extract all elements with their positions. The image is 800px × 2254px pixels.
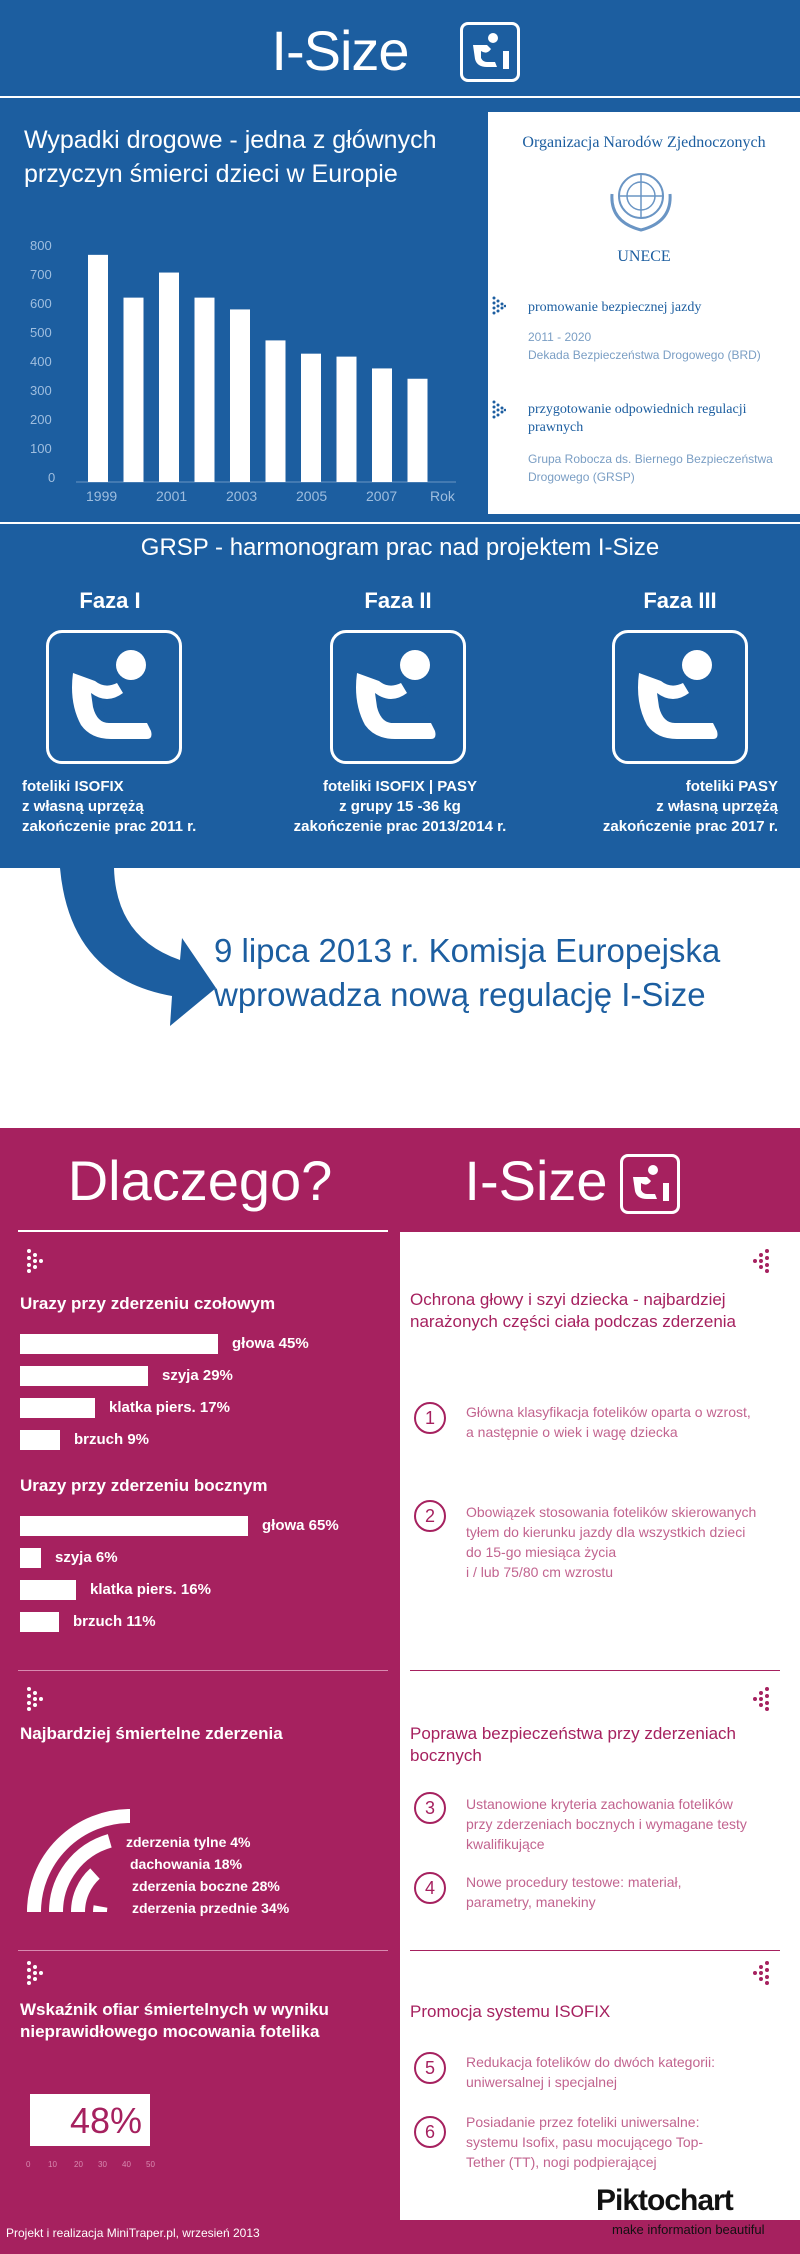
bar-2007 [372, 368, 392, 482]
injury-bar [20, 1334, 218, 1354]
isize-heading: I-Size [464, 1149, 608, 1212]
isize-logo-icon [460, 22, 520, 82]
dots-arrow-icon [26, 1248, 44, 1274]
injury-bar [20, 1548, 41, 1568]
phase-1-line1: foteliki ISOFIX [22, 778, 124, 795]
bar-2003 [230, 309, 250, 482]
injury-bar [20, 1398, 95, 1418]
injury-bar-label: szyja 6% [55, 1549, 118, 1566]
y-tick: 800 [30, 238, 52, 253]
injury-bar-label: szyja 29% [162, 1367, 233, 1384]
injury-bar [20, 1612, 59, 1632]
bullet-arrow-icon [492, 296, 506, 318]
y-tick: 100 [30, 441, 52, 456]
announcement-line2: wprowadza nową regulację I-Size [214, 976, 706, 1013]
side-injuries-title: Urazy przy zderzeniu bocznym [20, 1476, 268, 1495]
point-2-number: 2 [414, 1500, 446, 1532]
phase-3-line3: zakończenie prac 2017 r. [602, 818, 778, 835]
injury-bar [20, 1366, 148, 1386]
bar-2006 [337, 357, 357, 482]
un-item2-title-line1: przygotowanie odpowiednich regulacji [528, 402, 747, 417]
bar-2004 [266, 340, 286, 482]
point-4-number: 4 [414, 1872, 446, 1904]
phase-2-line1: foteliki ISOFIX | PASY [323, 778, 477, 795]
un-item1-line2: Dekada Bezpieczeństwa Drogowego (BRD) [528, 348, 761, 362]
bar-2001 [159, 273, 179, 482]
deadly-collisions-title: Najbardziej śmiertelne zderzenia [20, 1724, 283, 1743]
injury-bar [20, 1516, 248, 1536]
un-item2-title-line2: prawnych [528, 420, 584, 435]
why-divider [18, 1230, 388, 1232]
deadly-label-side: zderzenia boczne 28% [132, 1878, 280, 1894]
point-4-line2: parametry, manekiny [466, 1894, 596, 1910]
point-5-line2: uniwersalnej i specjalnej [466, 2074, 617, 2090]
phase-2-line3: zakończenie prac 2013/2014 r. [293, 818, 507, 835]
dots-arrow-left-icon [752, 1960, 770, 1986]
point-6-line2: systemu Isofix, pasu mocującego Top- [466, 2134, 704, 2150]
injury-bar-label: głowa 45% [232, 1335, 309, 1352]
point-5-number: 5 [414, 2052, 446, 2084]
bar-2000 [124, 298, 144, 482]
piktochart-tagline: make information beautiful [612, 2222, 765, 2237]
phase-3-line2: z własną uprzężą [656, 798, 778, 815]
page-title: I-Size [271, 19, 409, 82]
phase-3-title: Faza III [643, 588, 717, 613]
chart-heading-line2: przyczyn śmierci dzieci w Europie [24, 160, 398, 188]
phase-2-childseat-icon [330, 630, 466, 764]
isize-sec1-line2: narażonych części ciała podczas zderzenia [410, 1312, 737, 1331]
indicator-title-line2: nieprawidłowego mocowania fotelika [20, 2022, 320, 2041]
piktochart-logo [596, 2184, 796, 2217]
y-axis-labels [30, 238, 70, 498]
footer-credit: Projekt i realizacja MiniTraper.pl, wrzesień 2013 [6, 2226, 260, 2240]
indicator-title-line1: Wskaźnik ofiar śmiertelnych w wyniku [20, 2000, 329, 2019]
phase-3-line1: foteliki PASY [685, 778, 778, 795]
phase-3-childseat-icon [612, 630, 748, 764]
phase-1-line3: zakończenie prac 2011 r. [22, 818, 197, 835]
brand-part1: Pikto [596, 2184, 665, 2217]
phase-1-title: Faza I [79, 588, 141, 613]
y-tick: 400 [30, 354, 52, 369]
x-tick: 2005 [296, 488, 328, 504]
isize-sec2-line1: Poprawa bezpieczeństwa przy zderzeniach [410, 1724, 737, 1743]
un-item2-line2: Drogowego (GRSP) [528, 470, 635, 484]
phase-1-childseat-icon [46, 630, 182, 764]
x-tick: 1999 [86, 488, 118, 504]
front-injuries-title: Urazy przy zderzeniu czołowym [20, 1294, 276, 1313]
point-2-line2: tyłem do kierunku jazdy dla wszystkich dzieci [466, 1524, 746, 1540]
point-2-line4: i / lub 75/80 cm wzrostu [466, 1564, 614, 1580]
point-6-line1: Posiadanie przez foteliki uniwersalne: [466, 2114, 700, 2130]
y-tick: 600 [30, 296, 52, 311]
isize-divider-3 [410, 1950, 780, 1951]
point-1-line2: a następnie o wiek i wagę dziecka [466, 1424, 678, 1440]
y-tick: 500 [30, 325, 52, 340]
grsp-divider [0, 522, 800, 524]
un-item1-line1: 2011 - 2020 [528, 330, 592, 344]
injury-bar [20, 1580, 76, 1600]
bar-2002 [195, 298, 215, 482]
why-heading: Dlaczego? [67, 1149, 333, 1212]
deadly-arc [78, 1874, 95, 1912]
dots-arrow-left-icon [752, 1248, 770, 1274]
point-2-line3: do 15-go miesiąca życia [466, 1544, 617, 1560]
point-4-line1: Nowe procedury testowe: materiał, [466, 1874, 682, 1890]
point-3-line2: przy zderzeniach bocznych i wymagane testy [466, 1816, 747, 1832]
deadly-label-front: zderzenia przednie 34% [132, 1900, 290, 1916]
point-3-number: 3 [414, 1792, 446, 1824]
injury-bar-label: głowa 65% [262, 1517, 339, 1534]
chart-heading-line1: Wypadki drogowe - jedna z głównych [24, 126, 437, 154]
point-5-line1: Redukacja fotelików do dwóch kategorii: [466, 2054, 716, 2070]
grsp-heading: GRSP - harmonogram prac nad projektem I-Size [140, 534, 660, 561]
isize-sec1-line1: Ochrona głowy i szyi dziecka - najbardziej [410, 1290, 726, 1309]
deadly-label-rollover: dachowania 18% [130, 1856, 243, 1872]
curved-arrow-icon [30, 868, 220, 1028]
brand-part2: chart [664, 2184, 733, 2217]
indicator-scale: 0 10 20 30 40 50 [26, 2160, 155, 2169]
un-org-name: Organizacja Narodów Zjednoczonych [522, 134, 766, 151]
un-acronym: UNECE [617, 248, 671, 265]
why-divider-2 [18, 1670, 388, 1671]
x-tick: 2007 [366, 488, 398, 504]
announcement-line1: 9 lipca 2013 r. Komisja Europejska [214, 932, 721, 969]
un-item2-line1: Grupa Robocza ds. Biernego Bezpieczeństwa [528, 452, 773, 466]
point-1-line1: Główna klasyfikacja fotelików oparta o wzrost, [466, 1404, 751, 1420]
dots-arrow-left-icon [752, 1686, 770, 1712]
phase-2-line2: z grupy 15 -36 kg [339, 798, 461, 815]
point-2-line1: Obowiązek stosowania fotelików skierowanych [466, 1504, 757, 1520]
title-divider [0, 96, 800, 98]
phase-1-line2: z własną uprzężą [22, 798, 144, 815]
point-1-number: 1 [414, 1402, 446, 1434]
isize-divider-2 [410, 1670, 780, 1671]
y-tick: 700 [30, 267, 52, 282]
bullet-arrow-icon [492, 400, 506, 422]
x-axis-labels [86, 488, 486, 508]
un-item1-title: promowanie bezpiecznej jazdy [528, 300, 702, 315]
deadly-label-rear: zderzenia tylne 4% [126, 1834, 251, 1850]
injury-bar-label: klatka piers. 16% [90, 1581, 211, 1598]
x-tick: 2003 [226, 488, 258, 504]
y-tick: 200 [30, 412, 52, 427]
why-divider-3 [18, 1950, 388, 1951]
y-tick: 300 [30, 383, 52, 398]
x-tick: 2001 [156, 488, 188, 504]
injury-bar-label: brzuch 9% [74, 1431, 150, 1448]
dots-arrow-icon [26, 1960, 44, 1986]
deadly-arc [100, 1906, 101, 1912]
bar-2008 [408, 379, 428, 482]
bar-chart [76, 246, 476, 486]
injury-bar [20, 1430, 60, 1450]
x-tick: Rok [430, 488, 455, 504]
point-3-line3: kwalifikujące [466, 1836, 545, 1852]
point-3-line1: Ustanowione kryteria zachowania fotelików [466, 1796, 733, 1812]
isize-logo-icon [620, 1154, 680, 1214]
indicator-value: 48% [70, 2100, 143, 2141]
isize-sec3: Promocja systemu ISOFIX [410, 2002, 611, 2021]
bar-2005 [301, 354, 321, 482]
phase-2-title: Faza II [364, 588, 432, 613]
injury-bar-label: brzuch 11% [73, 1613, 156, 1630]
bar-1999 [88, 255, 108, 482]
dots-arrow-icon [26, 1686, 44, 1712]
un-emblem-icon [604, 164, 678, 236]
y-tick: 0 [48, 470, 56, 485]
isize-sec2-line2: bocznych [410, 1746, 482, 1765]
injury-bar-label: klatka piers. 17% [109, 1399, 230, 1416]
point-6-line3: Tether (TT), nogi podpierającej [466, 2154, 657, 2170]
point-6-number: 6 [414, 2116, 446, 2148]
